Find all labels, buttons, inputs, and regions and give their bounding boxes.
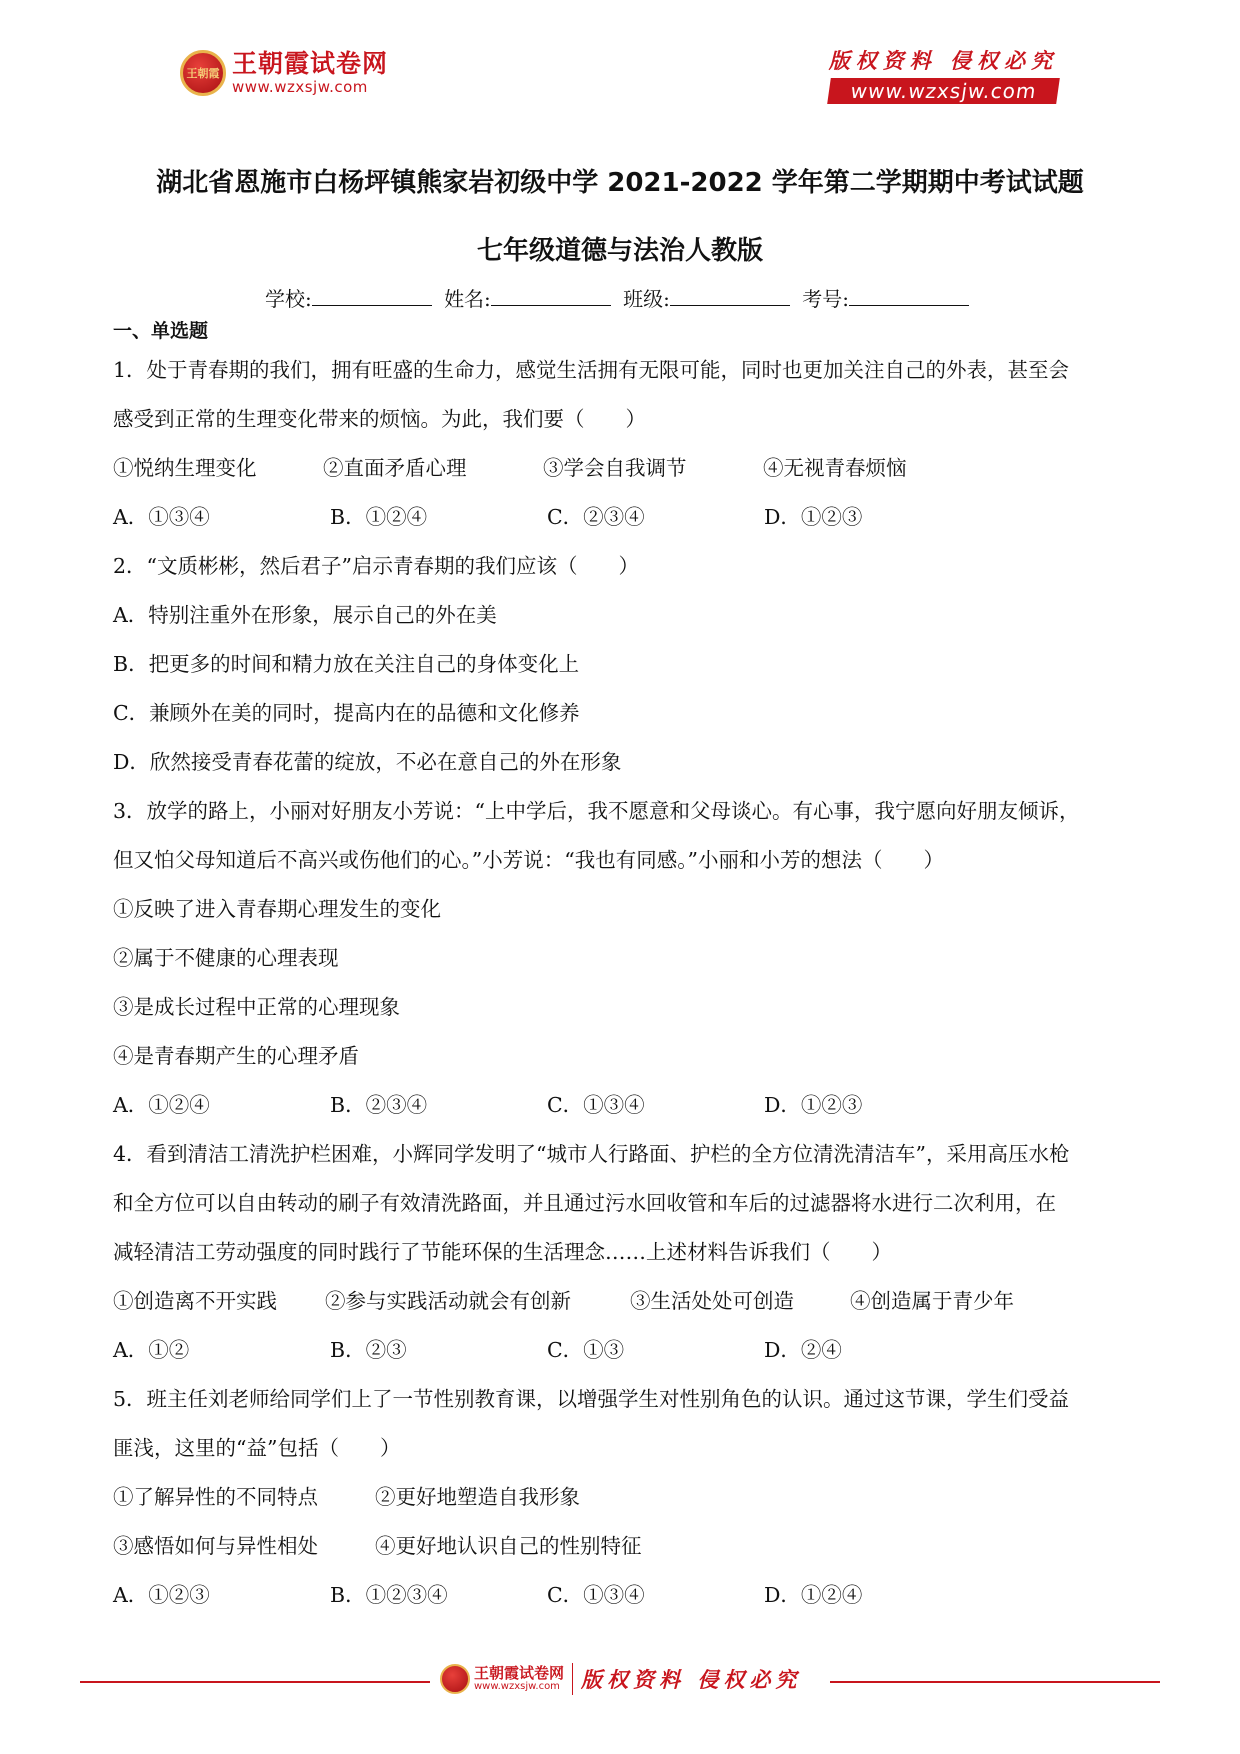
school-label: 学校:	[264, 287, 312, 311]
class-blank[interactable]	[670, 287, 790, 306]
option-a[interactable]: A．①②③	[113, 1583, 210, 1607]
option-c[interactable]: C．①③④	[547, 1093, 645, 1117]
statement: ④更好地认识自己的性别特征	[375, 1534, 642, 1558]
option-b[interactable]: B．①②③④	[330, 1583, 448, 1607]
statement: ①悦纳生理变化	[113, 456, 257, 480]
statement: ③学会自我调节	[543, 456, 687, 480]
q4-stem: 4．看到清洁工清洗护栏困难，小辉同学发明了“城市人行路面、护栏的全方位清洗清洁车”，采用高压水枪	[113, 1142, 1070, 1166]
option-c[interactable]: C．兼顾外在美的同时，提高内在的品德和文化修养	[113, 701, 580, 725]
q4-options	[113, 1326, 1143, 1375]
statement: ②直面矛盾心理	[323, 456, 467, 480]
footer-logo-url[interactable]: www.wzxsjw.com	[474, 1681, 560, 1692]
id-blank[interactable]	[849, 287, 969, 306]
q4-statements	[113, 1277, 1143, 1326]
option-d[interactable]: D．欣然接受青春花蕾的绽放，不必在意自己的外在形象	[113, 750, 622, 774]
statement: ③感悟如何与异性相处	[113, 1534, 318, 1558]
footer-divider	[830, 1681, 1160, 1683]
option-d[interactable]: D．②④	[764, 1338, 842, 1362]
q4-stem: 和全方位可以自由转动的刷子有效清洗路面，并且通过污水回收管和车后的过滤器将水进行二次利用，在	[113, 1191, 1056, 1215]
option-b[interactable]: B．②③④	[330, 1093, 428, 1117]
q1-stem: 1．处于青春期的我们，拥有旺盛的生命力，感觉生活拥有无限可能，同时也更加关注自己的外表，甚至会	[113, 358, 1070, 382]
q3-stem: 但又怕父母知道后不高兴或伤他们的心。”小芳说：“我也有同感。”小丽和小芳的想法（ ）	[113, 848, 944, 872]
seal-icon	[440, 1664, 470, 1694]
name-label: 姓名:	[444, 287, 491, 311]
q5-statements	[113, 1473, 1143, 1522]
class-label: 班级:	[623, 287, 670, 311]
section-heading: 一、单选题	[113, 320, 209, 342]
option-a[interactable]: A．①②④	[113, 1093, 210, 1117]
statement: ①反映了进入青春期心理发生的变化	[113, 897, 441, 921]
q4-stem: 减轻清洁工劳动强度的同时践行了节能环保的生活理念……上述材料告诉我们（ ）	[113, 1240, 892, 1264]
logo-name: 王朝霞试卷网	[232, 49, 389, 78]
statement: ③生活处处可创造	[630, 1289, 794, 1313]
logo-url[interactable]: www.wzxsjw.com	[232, 78, 368, 96]
footer-copyright: 版权资料 侵权必究	[581, 1667, 802, 1692]
id-label: 考号:	[802, 287, 850, 311]
copyright-block	[829, 48, 1058, 104]
footer-logo[interactable]	[440, 1663, 801, 1695]
option-d[interactable]: D．①②③	[764, 1093, 863, 1117]
option-b[interactable]: B．①②④	[330, 505, 428, 529]
q1-options	[113, 493, 1143, 542]
statement: ③是成长过程中正常的心理现象	[113, 995, 400, 1019]
seal-icon: 王朝霞	[180, 50, 226, 96]
option-b[interactable]: B．把更多的时间和精力放在关注自己的身体变化上	[113, 652, 580, 676]
q3-stem: 3．放学的路上，小丽对好朋友小芳说：“上中学后，我不愿意和父母谈心。有心事，我宁愿向好朋友倾诉，	[113, 799, 1080, 823]
statement: ①了解异性的不同特点	[113, 1485, 318, 1509]
option-a[interactable]: A．特别注重外在形象，展示自己的外在美	[113, 603, 497, 627]
site-logo[interactable]	[180, 50, 388, 96]
copyright-url[interactable]: www.wzxsjw.com	[827, 78, 1060, 104]
q5-options	[113, 1571, 1143, 1620]
option-a[interactable]: A．①②	[113, 1338, 190, 1362]
option-b[interactable]: B．②③	[330, 1338, 407, 1362]
option-c[interactable]: C．①③	[547, 1338, 625, 1362]
school-blank[interactable]	[312, 287, 432, 306]
q5-stem: 匪浅，这里的“益”包括（ ）	[113, 1436, 401, 1460]
statement: ②参与实践活动就会有创新	[325, 1289, 571, 1313]
statement: ④是青春期产生的心理矛盾	[113, 1044, 359, 1068]
student-info-line	[0, 283, 1240, 312]
statement: ④无视青春烦恼	[763, 456, 907, 480]
statement: ②更好地塑造自我形象	[375, 1485, 580, 1509]
footer-separator	[572, 1663, 573, 1695]
exam-subtitle: 七年级道德与法治人教版	[476, 236, 763, 266]
statement: ④创造属于青少年	[850, 1289, 1014, 1313]
option-d[interactable]: D．①②③	[764, 505, 863, 529]
q5-statements	[113, 1522, 1143, 1571]
option-c[interactable]: C．②③④	[547, 505, 645, 529]
q2-stem: 2．“文质彬彬，然后君子”启示青春期的我们应该（ ）	[113, 554, 640, 578]
footer-divider	[80, 1681, 430, 1683]
q5-stem: 5．班主任刘老师给同学们上了一节性别教育课，以增强学生对性别角色的认识。通过这节课，学生们受益	[113, 1387, 1070, 1411]
question-list	[113, 316, 1143, 1620]
exam-title: 湖北省恩施市白杨坪镇熊家岩初级中学 2021-2022 学年第二学期期中考试试题	[156, 168, 1084, 198]
name-blank[interactable]	[491, 287, 611, 306]
page-header	[0, 0, 1240, 120]
q3-options	[113, 1081, 1143, 1130]
q1-stem: 感受到正常的生理变化带来的烦恼。为此，我们要（ ）	[113, 407, 646, 431]
page-footer	[0, 1655, 1240, 1705]
footer-logo-name: 王朝霞试卷网	[474, 1664, 565, 1682]
q1-statements	[113, 444, 1143, 493]
option-d[interactable]: D．①②④	[764, 1583, 863, 1607]
option-a[interactable]: A．①③④	[113, 505, 210, 529]
option-c[interactable]: C．①③④	[547, 1583, 645, 1607]
copyright-text: 版权资料 侵权必究	[828, 48, 1058, 73]
statement: ①创造离不开实践	[113, 1289, 277, 1313]
statement: ②属于不健康的心理表现	[113, 946, 339, 970]
